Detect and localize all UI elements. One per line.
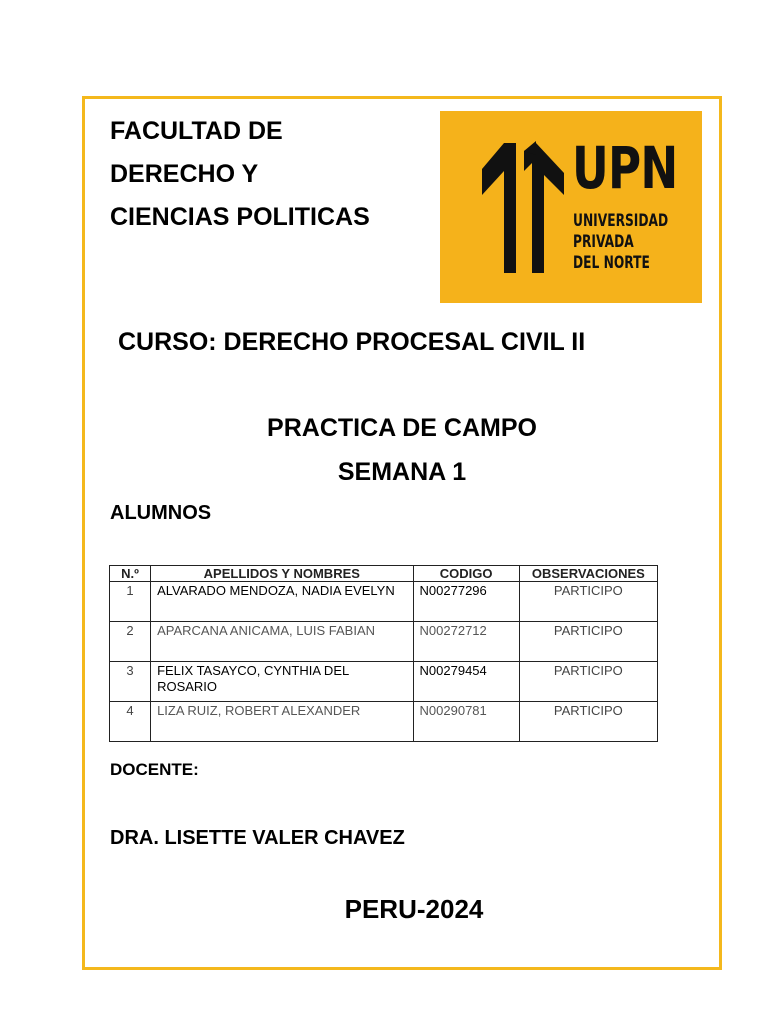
column-header-observations: OBSERVACIONES bbox=[519, 566, 657, 582]
table-row bbox=[110, 622, 658, 662]
student-observation: PARTICIPO bbox=[519, 622, 657, 662]
logo-name-line: UNIVERSIDAD bbox=[573, 211, 669, 231]
student-name: APARCANA ANICAMA, LUIS FABIAN bbox=[151, 622, 413, 662]
faculty-title bbox=[110, 110, 430, 239]
logo-name-line: DEL NORTE bbox=[573, 253, 650, 273]
student-observation: PARTICIPO bbox=[519, 582, 657, 622]
practice-week: SEMANA 1 bbox=[337, 458, 467, 486]
student-code: N00277296 bbox=[413, 582, 519, 622]
faculty-line: CIENCIAS POLITICAS bbox=[110, 203, 370, 231]
upn-logo bbox=[440, 111, 702, 303]
student-code: N00272712 bbox=[413, 622, 519, 662]
table-row bbox=[110, 582, 658, 622]
column-header-name: APELLIDOS Y NOMBRES bbox=[151, 566, 413, 582]
faculty-line: DERECHO Y bbox=[110, 160, 259, 188]
footer-place-year: PERU-2024 bbox=[344, 894, 484, 924]
student-observation: PARTICIPO bbox=[519, 662, 657, 702]
row-number: 4 bbox=[110, 702, 151, 742]
teacher-name: DRA. LISETTE VALER CHAVEZ bbox=[110, 827, 405, 849]
row-number: 1 bbox=[110, 582, 151, 622]
column-header-number: N.º bbox=[110, 566, 151, 582]
table-header-row bbox=[110, 566, 658, 582]
student-code: N00279454 bbox=[413, 662, 519, 702]
column-header-code: CODIGO bbox=[413, 566, 519, 582]
students-label: ALUMNOS bbox=[110, 502, 212, 524]
student-name: FELIX TASAYCO, CYNTHIA DEL ROSARIO bbox=[151, 662, 413, 702]
row-number: 3 bbox=[110, 662, 151, 702]
logo-name-line: PRIVADA bbox=[573, 232, 634, 252]
student-name: LIZA RUIZ, ROBERT ALEXANDER bbox=[151, 702, 413, 742]
logo-name bbox=[573, 211, 668, 274]
student-observation: PARTICIPO bbox=[519, 702, 657, 742]
student-code: N00290781 bbox=[413, 702, 519, 742]
students-table bbox=[109, 565, 658, 742]
teacher-label: DOCENTE: bbox=[110, 760, 199, 779]
table-row bbox=[110, 702, 658, 742]
faculty-line: FACULTAD DE bbox=[110, 117, 283, 145]
logo-acronym: UPN bbox=[572, 134, 678, 202]
table-row bbox=[110, 662, 658, 702]
course-title: CURSO: DERECHO PROCESAL CIVIL II bbox=[118, 328, 586, 356]
student-name: ALVARADO MENDOZA, NADIA EVELYN bbox=[151, 582, 413, 622]
row-number: 2 bbox=[110, 622, 151, 662]
practice-title: PRACTICA DE CAMPO bbox=[267, 414, 537, 442]
